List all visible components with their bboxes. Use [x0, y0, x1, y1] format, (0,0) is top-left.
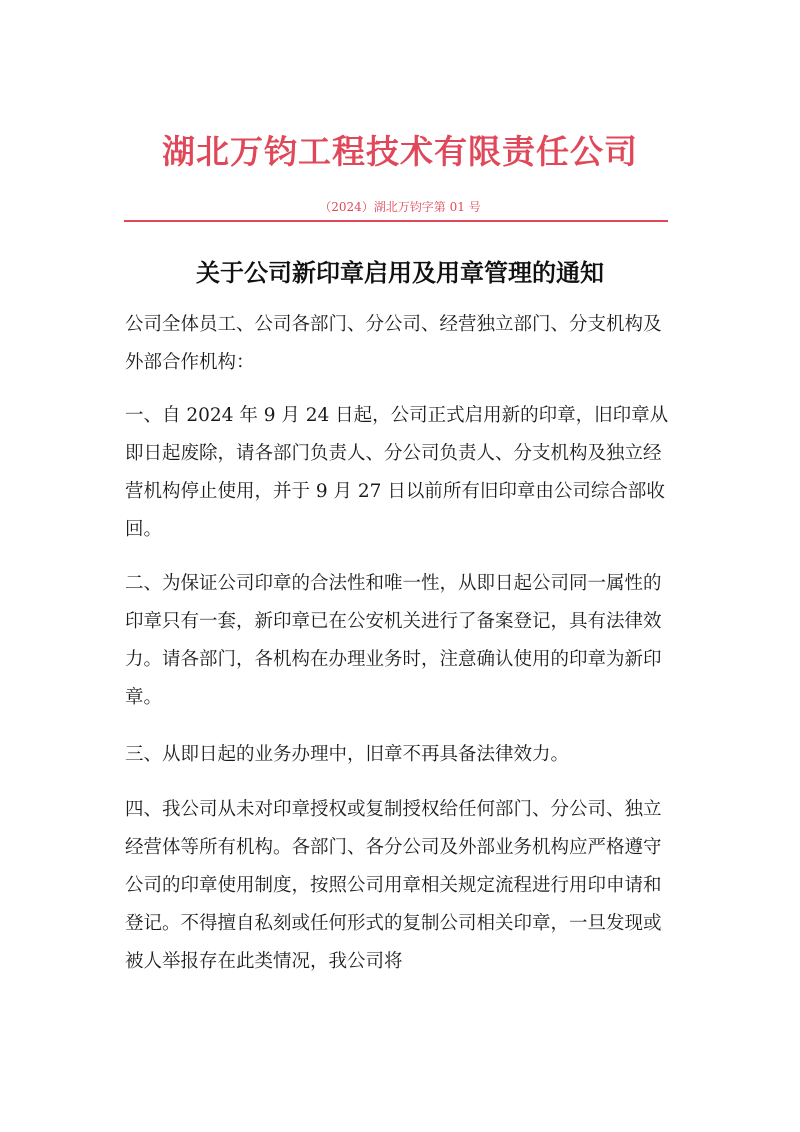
- document-number: （2024）湖北万钧字第 01 号: [319, 200, 481, 214]
- paragraph-2: 二、为保证公司印章的合法性和唯一性，从即日起公司同一属性的印章只有一套，新印章已在公安机关进行了备案登记，具有法律效力。请各部门，各机构在办理业务时，注意确认使用的印章为新印章。: [125, 573, 662, 708]
- org-name-header: 湖北万钧工程技术有限责任公司: [162, 132, 638, 171]
- red-divider-line: [124, 220, 668, 222]
- addressee-line: 公司全体员工、公司各部门、分公司、经营独立部门、分支机构及外部合作机构：: [125, 314, 662, 373]
- paragraph-3: 三、从即日起的业务办理中，旧章不再具备法律效力。: [125, 744, 570, 765]
- paragraph-1: 一、自 2024 年 9 月 24 日起，公司正式启用新的印章，旧印章从即日起废除，请各部门负责人、分公司负责人、分支机构及独立经营机构停止使用，并于 9 月 27 日以前所有旧印章由公司综合部收回。: [125, 405, 669, 540]
- document-title: 关于公司新印章启用及用章管理的通知: [196, 259, 604, 287]
- paragraph-4: 四、我公司从未对印章授权或复制授权给任何部门、分公司、独立经营体等所有机构。各部门、各分公司及外部业务机构应严格遵守公司的印章使用制度，按照公司用章相关规定流程进行用印申请和登记。不得擅自私刻或任何形式的复制公司相关印章，一旦发现或被人举报存在此类情况，我公司将: [125, 799, 662, 972]
